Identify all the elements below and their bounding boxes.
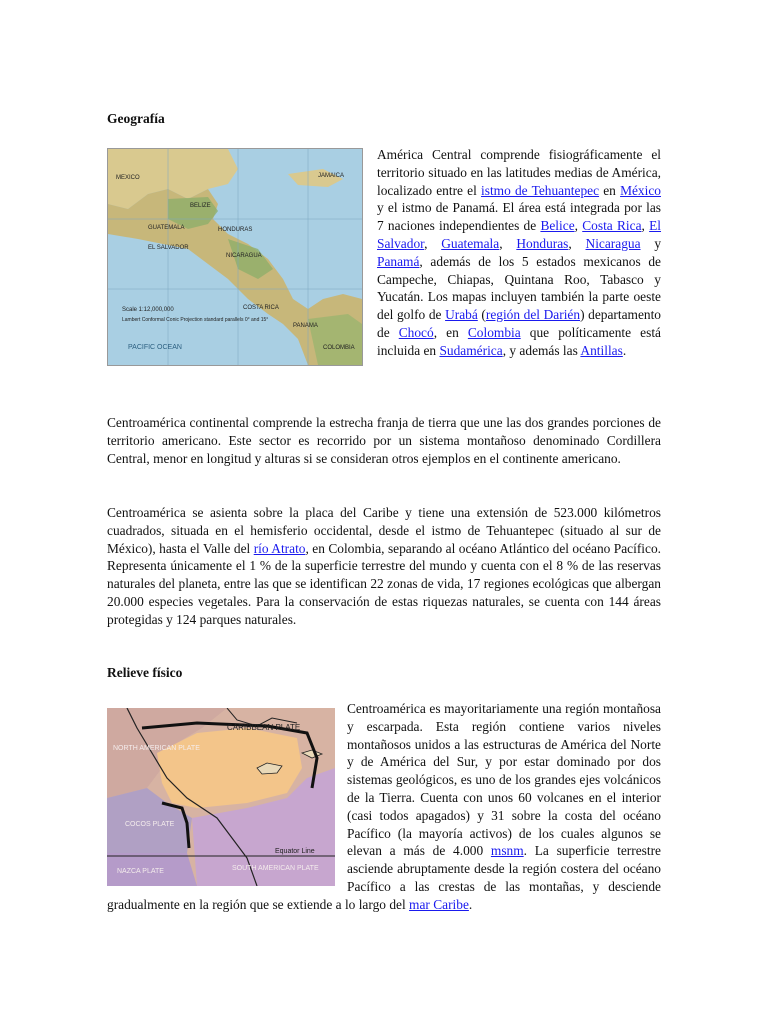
p1-text-15: , y además las <box>502 342 581 358</box>
link-mexico[interactable]: México <box>620 182 661 198</box>
paragraph-relieve <box>107 700 661 914</box>
link-honduras[interactable]: Honduras <box>516 235 569 251</box>
map-label-honduras: HONDURAS <box>218 227 253 233</box>
map-label-pacific: PACIFIC OCEAN <box>128 344 182 351</box>
plate-label-equator: Equator Line <box>275 848 315 855</box>
paragraph-continental: Centroamérica continental comprende la estrecha franja de tierra que une las dos grandes porciones de territorio americano. Este sector es recorrido por un sistema montañoso denominado Cordillera Central, menor en longitud y alturas si se consideran otros ejemplos en el continente americano. <box>107 415 661 466</box>
link-panama[interactable]: Panamá <box>377 253 420 269</box>
p4-text-1: Centroamérica es mayoritariamente una región montañosa y escarpada. Esta región contiene varios niveles montañosos unidos a las estructuras de América del Norte y de América del Sur, y por estar dominado por dos sistemas geológicos, es uno de los grandes ejes volcánicos de la Tierra. Cuenta con unos 60 volcanes en el interior (casi todos apagados) y 31 sobre la costa del océano Pacífico (la mayoría activos) de los cuales algunos se elevan a más de 4.000 <box>347 701 661 859</box>
p1-text-16: . <box>622 342 627 358</box>
central-america-map-svg <box>108 149 362 365</box>
link-el-salvador[interactable]: El Salvador <box>377 218 662 251</box>
p4-text-2: . La superficie terrestre asciende abruptamente desde la región costera del océano Pacífico a las crestas de las montañas, y desciende gradualmente en la región que se extiende a lo largo del <box>107 843 661 912</box>
p1-text-7: , <box>499 235 517 251</box>
link-colombia[interactable]: Colombia <box>467 324 521 340</box>
p1-text-11: ( <box>477 307 486 323</box>
p1-text-4: , <box>574 218 583 234</box>
map-label-scale: Scale 1:12,000,000 <box>122 307 174 313</box>
p1-text-2: en <box>599 182 621 198</box>
p1-text-8: , <box>568 235 586 251</box>
p1-text-9: y <box>640 235 662 251</box>
map-label-belize: BELIZE <box>190 203 211 209</box>
link-antillas[interactable]: Antillas <box>580 342 623 358</box>
link-rio-atrato[interactable]: río Atrato <box>253 540 306 556</box>
map-label-colombia: COLOMBIA <box>323 345 355 351</box>
map-label-nicaragua: NICARAGUA <box>226 253 262 259</box>
link-region-darien[interactable]: región del Darién <box>485 307 581 323</box>
plate-label-south-american: SOUTH AMERICAN PLATE <box>232 865 319 872</box>
link-sudamerica[interactable]: Sudamérica <box>439 342 503 358</box>
map-label-projection: Lambert Conformal Conic Projection standard parallels 0° and 15° <box>122 317 269 323</box>
map-label-costa-rica: COSTA RICA <box>243 305 279 311</box>
p1-text-10: , además de los 5 estados mexicanos de Campeche, Chiapas, Quintana Roo, Tabasco y Yucatán. Los mapas incluyen también la parte oeste del golfo de <box>377 253 661 323</box>
p1-text-13: , en <box>433 324 468 340</box>
link-nicaragua[interactable]: Nicaragua <box>585 235 641 251</box>
link-costa-rica[interactable]: Costa Rica <box>582 218 642 234</box>
p1-text-14: que políticamente está incluida en <box>377 324 661 358</box>
p3-text-1: Centroamérica se asienta sobre la placa del Caribe y tiene una extensión de 523.000 kilómetros cuadrados, situada en el hemisferio occidental, desde el istmo de Tehuantepec (situado al sur de México), hasta el Valle del <box>107 505 661 556</box>
link-guatemala[interactable]: Guatemala <box>441 235 500 251</box>
p3-text-2: , en Colombia, separando al océano Atlántico del océano Pacífico. Representa únicamente el 1 % de la superficie terrestre del mundo y cuenta con el 8 % de las reservas naturales del planeta, entre las que se identifican 22 zonas de vida, 17 regiones ecológicas que albergan 20.000 especies vegetales. Para la conservación de estas riquezas naturales, se cuenta con 144 áreas protegidas y 124 parques naturales. <box>107 540 661 627</box>
plate-label-caribbean: CARIBBEAN PLATE <box>227 723 301 732</box>
section-heading-geografia: Geografía <box>107 111 165 126</box>
link-uraba[interactable]: Urabá <box>445 307 478 323</box>
map-label-mexico: MEXICO <box>116 175 140 181</box>
p1-text-3: y el istmo de Panamá. El área está integrada por las 7 naciones independientes de <box>377 200 661 234</box>
central-america-map <box>107 148 363 366</box>
plate-label-nazca: NAZCA PLATE <box>117 868 164 875</box>
section-heading-relieve: Relieve físico <box>107 665 183 680</box>
plate-label-north-american: NORTH AMERICAN PLATE <box>113 745 200 752</box>
map-label-panama: PANAMA <box>293 323 318 329</box>
plate-label-cocos: COCOS PLATE <box>125 821 175 828</box>
map-label-guatemala: GUATEMALA <box>148 225 185 231</box>
link-msnm[interactable]: msnm <box>490 843 524 859</box>
paragraph-placa-caribe <box>107 504 661 629</box>
link-choco[interactable]: Chocó <box>398 324 434 340</box>
p1-text-5: , <box>641 218 650 234</box>
link-istmo-tehuantepec[interactable]: istmo de Tehuantepec <box>481 182 600 198</box>
p1-text-1: América Central comprende fisiográficamente el territorio situado en las latitudes medias de América, localizado entre el <box>377 147 661 198</box>
link-belice[interactable]: Belice <box>540 218 575 234</box>
p1-text-12: ) departamento de <box>377 307 661 340</box>
link-mar-caribe[interactable]: mar Caribe <box>409 896 469 912</box>
paragraph-intro <box>107 146 661 372</box>
map-label-jamaica: JAMAICA <box>318 173 345 179</box>
p1-text-6: , <box>424 235 442 251</box>
p4-text-3: . <box>468 896 473 912</box>
tectonic-plates-map <box>107 708 335 886</box>
tectonic-plates-svg <box>107 708 335 886</box>
map-label-el-salvador: EL SALVADOR <box>148 245 189 251</box>
